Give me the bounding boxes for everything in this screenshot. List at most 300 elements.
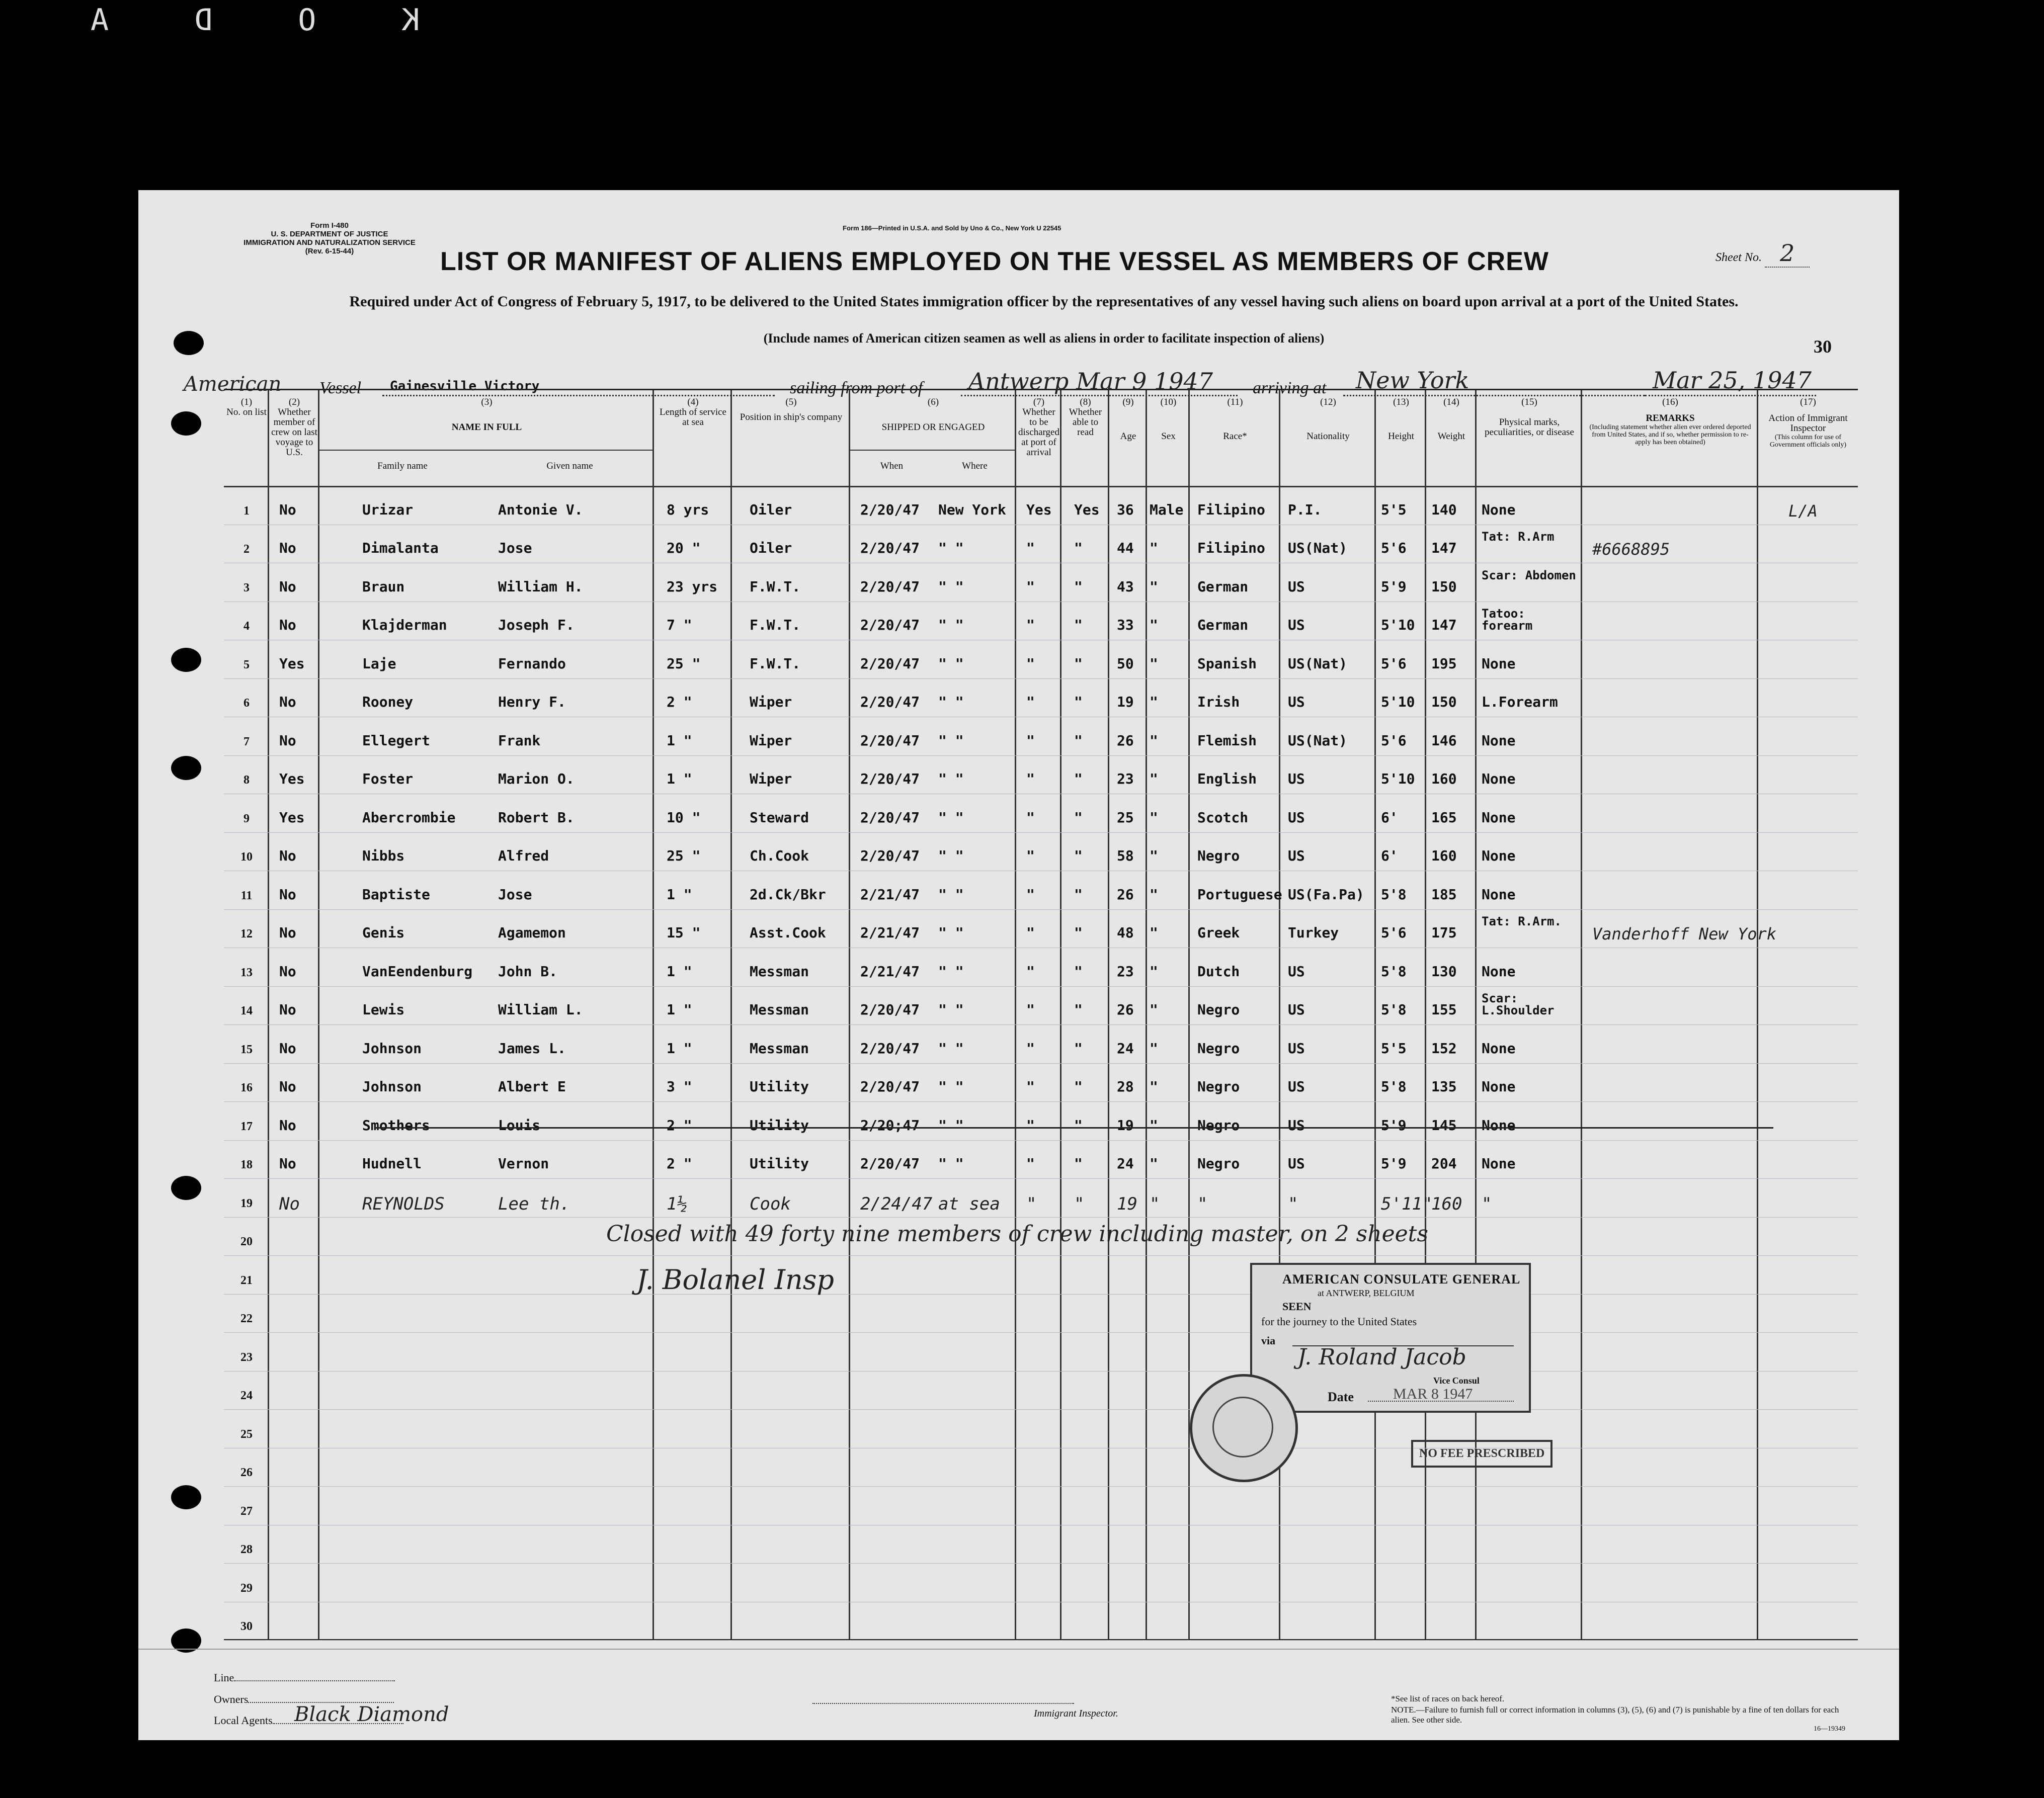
crew-shipped-when: 2/20/47: [860, 847, 920, 864]
crew-position: Ch.Cook: [750, 847, 809, 864]
stamp-location: at ANTWERP, BELGIUM: [1318, 1288, 1415, 1298]
row-number: 19: [240, 1196, 253, 1210]
sheet-label: Sheet No.: [1715, 251, 1762, 264]
col-header-14: (14) Weight: [1437, 397, 1465, 442]
crew-marks: Tat: R.Arm: [1482, 530, 1555, 544]
crew-last-voyage: No: [279, 501, 296, 518]
crew-nationality: US: [1288, 1155, 1305, 1172]
crew-read: ": [1074, 809, 1083, 826]
crew-service: 2 ": [667, 1155, 692, 1172]
crew-service: 1 ": [667, 1040, 692, 1057]
crew-sex: ": [1150, 732, 1158, 749]
crew-given-name: Louis: [498, 1117, 541, 1134]
crew-nationality: US: [1288, 770, 1305, 787]
crew-race: Spanish: [1197, 655, 1257, 672]
crew-family-name: Abercrombie: [362, 809, 456, 826]
crew-read: ": [1074, 1078, 1083, 1095]
crew-discharged: ": [1026, 578, 1035, 595]
row-rule: [224, 1140, 1858, 1141]
crew-last-voyage: Yes: [279, 655, 305, 672]
crew-age: 25: [1117, 809, 1134, 826]
crew-sex: ": [1150, 1193, 1160, 1214]
crew-race: Greek: [1197, 924, 1240, 941]
crew-weight: 140: [1431, 501, 1457, 518]
crew-family-name: Johnson: [362, 1078, 422, 1095]
crew-service: 1 ": [667, 732, 692, 749]
crew-nationality: US: [1288, 809, 1305, 826]
crew-height: 5'8: [1381, 963, 1407, 980]
crew-shipped-when: 2/24/47: [860, 1193, 933, 1214]
row-rule: [224, 1024, 1858, 1025]
crew-marks: None: [1482, 1155, 1516, 1172]
crew-service: 2 ": [667, 1117, 692, 1134]
crew-marks: None: [1482, 1078, 1516, 1095]
col-header-16: (16) REMARKS (Including statement whether alien ever ordered deported from United States, and if so, whether permission to re-apply has been obtained): [1589, 397, 1751, 446]
crew-shipped-where: " ": [938, 694, 964, 710]
crew-age: 36: [1117, 501, 1134, 518]
row-number: 7: [243, 735, 250, 748]
crew-marks: None: [1482, 963, 1516, 980]
crew-shipped-where: " ": [938, 809, 964, 826]
crew-shipped-when: 2/20/47: [860, 1155, 920, 1172]
row-rule: [224, 1332, 1858, 1333]
crew-weight: 150: [1431, 694, 1457, 710]
row-number: 26: [240, 1466, 253, 1479]
crew-weight: 145: [1431, 1117, 1457, 1134]
footer-agents: Local Agents: [214, 1714, 403, 1727]
crew-given-name: Marion O.: [498, 770, 575, 787]
crew-shipped-when: 2/20/47: [860, 540, 920, 556]
row-number: 25: [240, 1427, 253, 1441]
crew-position: Wiper: [750, 732, 792, 749]
crew-read: ": [1074, 1117, 1083, 1134]
crew-family-name: Laje: [362, 655, 396, 672]
crew-shipped-where: " ": [938, 540, 964, 556]
row-rule: [224, 909, 1858, 910]
crew-nationality: US: [1288, 694, 1305, 710]
crew-shipped-where: " ": [938, 655, 964, 672]
crew-sex: ": [1150, 1001, 1158, 1018]
row-rule: [224, 678, 1858, 679]
crew-position: Messman: [750, 1001, 809, 1018]
crew-height: 5'8: [1381, 886, 1407, 903]
crew-weight: 160: [1431, 1193, 1462, 1214]
crew-marks: L.Forearm: [1482, 694, 1558, 710]
footer-agents-value: Black Diamond: [294, 1703, 449, 1726]
crew-marks: None: [1482, 770, 1516, 787]
col-header-12: (12) Nationality: [1306, 397, 1350, 442]
crew-age: 50: [1117, 655, 1134, 672]
crew-weight: 130: [1431, 963, 1457, 980]
crew-height: 5'5: [1381, 501, 1407, 518]
consulate-stamp: [1250, 1263, 1531, 1413]
crew-service: 10 ": [667, 809, 701, 826]
crew-sex: ": [1150, 963, 1158, 980]
crew-sex: ": [1150, 1078, 1158, 1095]
crew-nationality: Turkey: [1288, 924, 1339, 941]
crew-race: Filipino: [1197, 540, 1265, 556]
crew-family-name: VanEendenburg: [362, 963, 473, 980]
crew-race: Flemish: [1197, 732, 1257, 749]
crew-weight: 175: [1431, 924, 1457, 941]
crew-marks: Tatoo: forearm: [1482, 607, 1533, 633]
crew-position: Oiler: [750, 540, 792, 556]
col-header-10: (10) Sex: [1160, 397, 1177, 442]
row-number: 16: [240, 1081, 253, 1094]
sailing-label: sailing from port of: [790, 379, 923, 397]
crew-race: German: [1197, 617, 1249, 633]
crew-race: English: [1197, 770, 1257, 787]
crew-read: ": [1074, 578, 1083, 595]
crew-shipped-when: 2/20/47: [860, 694, 920, 710]
crew-race: ": [1197, 1193, 1208, 1214]
crew-service: 2 ": [667, 694, 692, 710]
crew-service: 25 ": [667, 847, 701, 864]
row-number: 10: [240, 850, 253, 864]
crew-read: ": [1074, 886, 1083, 903]
crew-given-name: John B.: [498, 963, 558, 980]
crew-family-name: Braun: [362, 578, 405, 595]
crew-nationality: US: [1288, 578, 1305, 595]
crew-age: 26: [1117, 886, 1134, 903]
crew-age: 23: [1117, 963, 1134, 980]
crew-given-name: Jose: [498, 540, 532, 556]
crew-sex: ": [1150, 770, 1158, 787]
form-number: Form I-480: [310, 221, 349, 230]
col-header-13: (13) Height: [1388, 397, 1414, 442]
crew-race: Negro: [1197, 1155, 1240, 1172]
crew-marks: Tat: R.Arm.: [1482, 914, 1562, 928]
row-number: 23: [240, 1350, 253, 1364]
crew-age: 33: [1117, 617, 1134, 633]
crew-marks: None: [1482, 501, 1516, 518]
crew-shipped-where: " ": [938, 1117, 964, 1134]
crew-nationality: ": [1288, 1193, 1298, 1214]
crew-marks: Scar: L.Shoulder: [1482, 991, 1555, 1017]
row-rule: [224, 1294, 1858, 1295]
crew-discharged: ": [1026, 1001, 1035, 1018]
crew-family-name: Klajderman: [362, 617, 447, 633]
crew-height: 5'5: [1381, 1040, 1407, 1057]
crew-shipped-where: " ": [938, 1155, 964, 1172]
crew-height: 5'8: [1381, 1078, 1407, 1095]
punch-hole: [171, 411, 201, 436]
crew-sex: Male: [1150, 501, 1184, 518]
crew-family-name: Nibbs: [362, 847, 405, 864]
crew-discharged: ": [1026, 540, 1035, 556]
punch-hole: [171, 1485, 201, 1509]
punch-hole: [174, 331, 204, 355]
row-rule: [224, 1409, 1858, 1410]
crew-last-voyage: No: [279, 1155, 296, 1172]
crew-marks: None: [1482, 1117, 1516, 1134]
crew-height: 5'6: [1381, 540, 1407, 556]
crew-shipped-when: 2/20/47: [860, 1040, 920, 1057]
crew-shipped-where: " ": [938, 924, 964, 941]
col-header-8: (8) Whether able to read: [1069, 397, 1102, 438]
crew-marks: None: [1482, 847, 1516, 864]
crew-position: Messman: [750, 1040, 809, 1057]
row-number: 14: [240, 1004, 253, 1017]
arriving-at: New York: [1356, 367, 1469, 394]
crew-position: Steward: [750, 809, 809, 826]
col-header-3: (3) NAME IN FULL: [451, 397, 522, 433]
row-rule: [224, 755, 1858, 756]
crew-height: 5'9: [1381, 578, 1407, 595]
row-rule: [224, 832, 1858, 833]
crew-shipped-when: 2/21/47: [860, 924, 920, 941]
crew-age: 43: [1117, 578, 1134, 595]
row-number: 11: [240, 889, 253, 902]
crew-sex: ": [1150, 1155, 1158, 1172]
stamp-consulate: AMERICAN CONSULATE GENERAL: [1282, 1272, 1521, 1287]
crew-weight: 155: [1431, 1001, 1457, 1018]
row-number: 28: [240, 1543, 253, 1556]
crew-discharged: ": [1026, 1078, 1035, 1095]
crew-discharged: ": [1026, 886, 1035, 903]
crew-read: ": [1074, 1193, 1085, 1214]
crew-read: ": [1074, 1155, 1083, 1172]
crew-given-name: Albert E: [498, 1078, 566, 1095]
crew-shipped-when: 2/20/47: [860, 732, 920, 749]
film-edge-marking: KODA: [5, 3, 420, 38]
crew-action: L/A: [1788, 501, 1818, 521]
crew-shipped-where: " ": [938, 1040, 964, 1057]
crew-service: 15 ": [667, 924, 701, 941]
crew-shipped-when: 2/21/47: [860, 963, 920, 980]
crew-shipped-when: 2/20/47: [860, 617, 920, 633]
crew-position: Utility: [750, 1078, 809, 1095]
crew-service: 8 yrs: [667, 501, 709, 518]
crew-last-voyage: No: [279, 847, 296, 864]
col-header-when: When: [880, 461, 904, 471]
crew-discharged: ": [1026, 847, 1035, 864]
stamp-date: MAR 8 1947: [1393, 1386, 1473, 1402]
crew-shipped-when: 2/21/47: [860, 886, 920, 903]
crew-height: 5'9: [1381, 1155, 1407, 1172]
punch-hole: [171, 648, 201, 672]
strikethrough-line: [375, 1127, 1773, 1129]
crew-last-voyage: No: [279, 1001, 296, 1018]
crew-family-name: Smothers: [362, 1117, 430, 1134]
crew-nationality: US: [1288, 1001, 1305, 1018]
crew-service: 23 yrs: [667, 578, 718, 595]
form-id-block: [184, 221, 475, 255]
crew-read: Yes: [1074, 501, 1100, 518]
row-number: 24: [240, 1389, 253, 1402]
crew-service: 20 ": [667, 540, 701, 556]
crew-weight: 147: [1431, 540, 1457, 556]
crew-nationality: US: [1288, 963, 1305, 980]
crew-shipped-when: 2/20/47: [860, 655, 920, 672]
crew-shipped-where: " ": [938, 1001, 964, 1018]
crew-nationality: US(Nat): [1288, 540, 1348, 556]
page-count: 30: [1814, 336, 1832, 357]
row-number: 6: [243, 697, 250, 710]
crew-position: Asst.Cook: [750, 924, 826, 941]
crew-given-name: Antonie V.: [498, 501, 583, 518]
crew-sex: ": [1150, 578, 1158, 595]
crew-last-voyage: No: [279, 1193, 300, 1214]
crew-sex: ": [1150, 924, 1158, 941]
crew-family-name: Foster: [362, 770, 414, 787]
crew-nationality: US: [1288, 847, 1305, 864]
crew-shipped-where: " ": [938, 578, 964, 595]
row-number: 1: [243, 504, 250, 518]
crew-read: ": [1074, 924, 1083, 941]
crew-family-name: Hudnell: [362, 1155, 422, 1172]
form-revision: (Rev. 6-15-44): [305, 247, 354, 255]
crew-race: German: [1197, 578, 1249, 595]
crew-read: ": [1074, 655, 1083, 672]
row-rule: [224, 1371, 1858, 1372]
sheet-number: [1715, 239, 1810, 267]
row-number: 18: [240, 1158, 253, 1171]
crew-shipped-where: at sea: [938, 1193, 1000, 1214]
crew-last-voyage: No: [279, 1040, 296, 1057]
crew-discharged: ": [1026, 963, 1035, 980]
crew-read: ": [1074, 540, 1083, 556]
crew-last-voyage: No: [279, 578, 296, 595]
crew-shipped-when: 2/20/47: [860, 1078, 920, 1095]
crew-discharged: Yes: [1026, 501, 1052, 518]
crew-read: ": [1074, 847, 1083, 864]
footer-note: NOTE.—Failure to furnish full or correct information in columns (3), (5), (6) and (7) is punishable by a fine of ten dollars for each alien. See other side.: [1391, 1705, 1839, 1725]
row-number: 22: [240, 1312, 253, 1325]
crew-weight: 135: [1431, 1078, 1457, 1095]
crew-nationality: US: [1288, 617, 1305, 633]
col-header-15: (15) Physical marks, peculiarities, or disease: [1485, 397, 1574, 438]
crew-nationality: US: [1288, 1078, 1305, 1095]
stamp-signature: J. Roland Jacob: [1297, 1344, 1466, 1370]
crew-read: ": [1074, 1040, 1083, 1057]
crew-height: 6': [1381, 847, 1398, 864]
row-number: 8: [243, 774, 250, 787]
crew-discharged: ": [1026, 617, 1035, 633]
crew-service: 7 ": [667, 617, 692, 633]
crew-service: 3 ": [667, 1078, 692, 1095]
service-name: IMMIGRATION AND NATURALIZATION SERVICE: [243, 238, 416, 247]
crew-shipped-where: " ": [938, 886, 964, 903]
crew-discharged: ": [1026, 924, 1035, 941]
row-number: 29: [240, 1581, 253, 1595]
crew-marks: None: [1482, 809, 1516, 826]
crew-height: 5'10: [1381, 617, 1415, 633]
manifest-sheet: [138, 190, 1899, 1740]
crew-age: 26: [1117, 1001, 1134, 1018]
crew-discharged: ": [1026, 655, 1035, 672]
crew-height: 6': [1381, 809, 1398, 826]
crew-discharged: ": [1026, 809, 1035, 826]
crew-marks: None: [1482, 1040, 1516, 1057]
crew-marks: None: [1482, 732, 1516, 749]
row-number: 9: [243, 812, 250, 825]
crew-family-name: Dimalanta: [362, 540, 439, 556]
crew-age: 48: [1117, 924, 1134, 941]
arriving-label: arriving at: [1253, 379, 1327, 397]
crew-shipped-where: New York: [938, 501, 1006, 518]
crew-last-voyage: No: [279, 694, 296, 710]
crew-race: Negro: [1197, 847, 1240, 864]
crew-weight: 204: [1431, 1155, 1457, 1172]
eagle-emblem-icon: [1212, 1397, 1273, 1458]
crew-shipped-where: " ": [938, 847, 964, 864]
crew-given-name: William L.: [498, 1001, 583, 1018]
crew-read: ": [1074, 1001, 1083, 1018]
crew-service: 1 ": [667, 886, 692, 903]
crew-race: Dutch: [1197, 963, 1240, 980]
col-header-family: Family name: [377, 461, 428, 471]
crew-service: 1 ": [667, 1001, 692, 1018]
crew-nationality: P.I.: [1288, 501, 1322, 518]
crew-race: Filipino: [1197, 501, 1265, 518]
crew-race: Scotch: [1197, 809, 1249, 826]
crew-read: ": [1074, 694, 1083, 710]
footer-owners: Owners: [214, 1693, 394, 1706]
crew-discharged: ": [1026, 1117, 1035, 1134]
crew-discharged: ": [1026, 1040, 1035, 1057]
crew-race: Portuguese: [1197, 886, 1282, 903]
crew-age: 24: [1117, 1155, 1134, 1172]
include-note: (Include names of American citizen seamen as well as aliens in order to facilitate inspection of aliens): [763, 331, 1325, 346]
punch-hole: [171, 756, 201, 780]
crew-service: 1 ": [667, 963, 692, 980]
crew-age: 23: [1117, 770, 1134, 787]
row-rule: [224, 1255, 1858, 1256]
crew-sex: ": [1150, 886, 1158, 903]
crew-height: 5'8: [1381, 1001, 1407, 1018]
crew-last-voyage: No: [279, 1078, 296, 1095]
crew-marks: Scar: Abdomen: [1482, 568, 1576, 582]
row-number: 17: [240, 1120, 253, 1133]
crew-nationality: US: [1288, 1040, 1305, 1057]
col-header-1: (1) No. on list: [226, 397, 267, 417]
crew-weight: 152: [1431, 1040, 1457, 1057]
crew-shipped-where: " ": [938, 1078, 964, 1095]
crew-given-name: Jose: [498, 886, 532, 903]
row-rule: [224, 1486, 1858, 1487]
col-header-11: (11) Race*: [1223, 397, 1247, 442]
crew-discharged: ": [1026, 770, 1035, 787]
row-rule: [224, 1563, 1858, 1564]
crew-family-name: Baptiste: [362, 886, 430, 903]
crew-age: 19: [1117, 1193, 1137, 1214]
crew-shipped-where: " ": [938, 963, 964, 980]
crew-family-name: Urizar: [362, 501, 414, 518]
row-rule: [224, 1640, 1858, 1641]
crew-given-name: William H.: [498, 578, 583, 595]
row-number: 2: [243, 543, 250, 556]
stamp-date-label: Date: [1328, 1390, 1354, 1404]
consular-seal: [1190, 1374, 1298, 1482]
crew-nationality: US(Fa.Pa): [1288, 886, 1364, 903]
col-header-given: Given name: [546, 461, 593, 471]
crew-given-name: James L.: [498, 1040, 566, 1057]
crew-given-name: Robert B.: [498, 809, 575, 826]
footer-inspector: Immigrant Inspector.: [1034, 1708, 1118, 1719]
crew-nationality: US(Nat): [1288, 655, 1348, 672]
crew-position: Wiper: [750, 694, 792, 710]
crew-read: ": [1074, 770, 1083, 787]
col-header-17: (17) Action of Immigrant Inspector (This column for use of Government officials only): [1768, 397, 1848, 449]
crew-position: 2d.Ck/Bkr: [750, 886, 826, 903]
crew-weight: 160: [1431, 847, 1457, 864]
row-number: 20: [240, 1235, 253, 1248]
crew-weight: 195: [1431, 655, 1457, 672]
row-number: 4: [243, 620, 250, 633]
crew-service: 1 ": [667, 770, 692, 787]
crew-remarks: Vanderhoff New York: [1592, 924, 1777, 944]
